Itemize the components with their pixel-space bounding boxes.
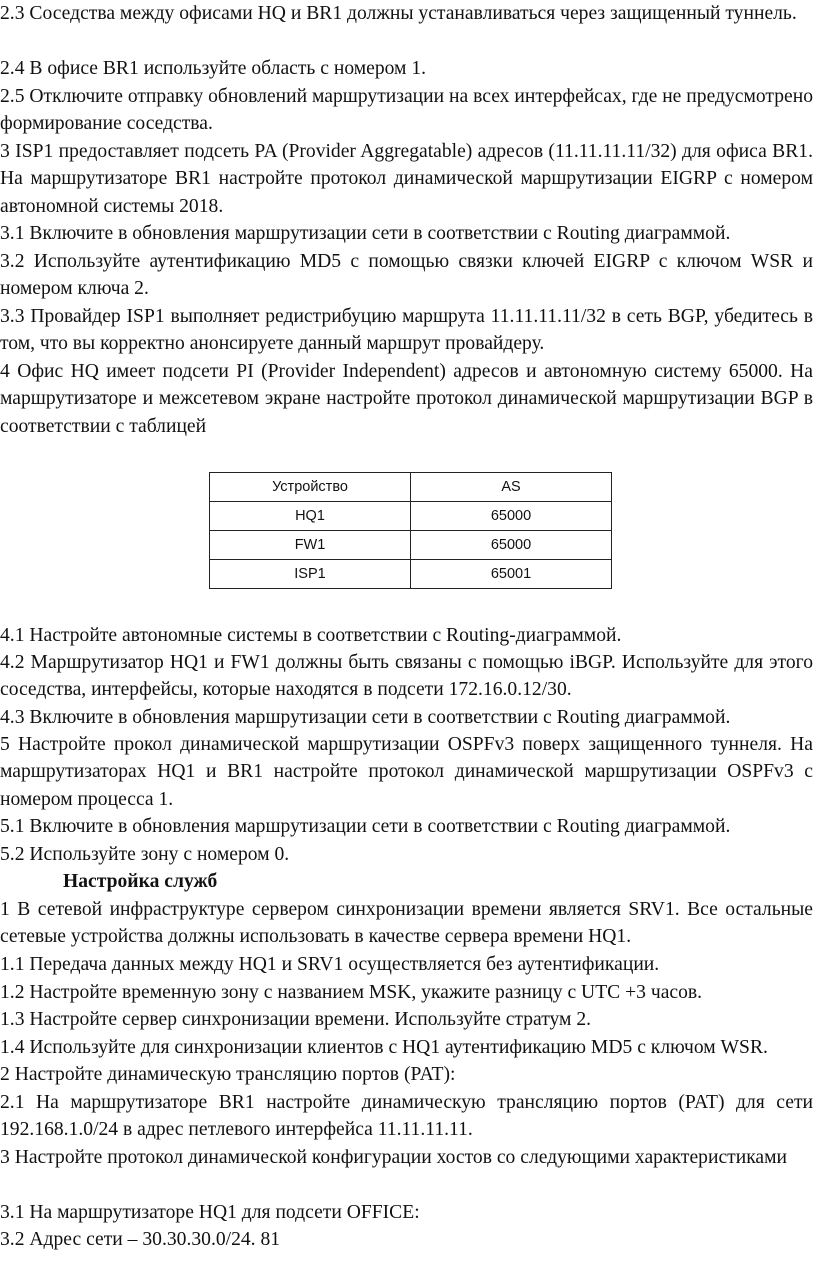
paragraph-4-2: 4.2 Маршрутизатор HQ1 и FW1 должны быть связаны с помощью iBGP. Используйте для этого соседства, интерфейсы, которые находятся в подсети 172.16.0.12/30.: [0, 652, 813, 701]
paragraph-5: 5 Настройте прокол динамической маршрутизации OSPFv3 поверх защищенного туннеля. На маршрутизаторах HQ1 и BR1 настройте протокол динамической маршрутизации OSPFv3 с номером процесса 1.: [0, 734, 813, 810]
table-header-row: [210, 473, 612, 502]
paragraph-4: 4 Офис HQ имеет подсети PI (Provider Independent) адресов и автономную систему 65000. На маршрутизаторе и межсетевом экране настройте протокол динамической маршрутизации BGP в соответствии с таблицей: [0, 361, 813, 437]
paragraph-services-1-2: 1.2 Настройте временную зону с названием MSK, укажите разницу с UTC +3 часов.: [0, 982, 703, 1003]
section-heading: Настройка служб: [63, 871, 218, 892]
table-cell: 65001: [411, 560, 612, 589]
table-header-cell: Устройство: [210, 473, 411, 502]
paragraph-2-4: 2.4 В офисе BR1 используйте область с номером 1.: [0, 58, 427, 79]
table-header-cell: AS: [411, 473, 612, 502]
paragraph-2-3: 2.3 Соседства между офисами HQ и BR1 должны устанавливаться через защищенный туннель.: [0, 3, 797, 24]
paragraph-services-2: 2 Настройте динамическую трансляцию портов (PAT):: [0, 1064, 456, 1085]
paragraph-services-2-1: 2.1 На маршрутизаторе BR1 настройте динамическую трансляцию портов (PAT) для сети 192.168.1.0/24 в адрес петлевого интерфейса 11.11.11.11.: [0, 1092, 813, 1141]
paragraph-services-3-1: 3.1 На маршрутизаторе HQ1 для подсети OFFICE:: [0, 1202, 420, 1223]
paragraph-5-1: 5.1 Включите в обновления маршрутизации сети в соответствии с Routing диаграммой.: [0, 816, 731, 837]
paragraph-services-1-3: 1.3 Настройте сервер синхронизации времени. Используйте стратум 2.: [0, 1009, 592, 1030]
paragraph-5-2: 5.2 Используйте зону с номером 0.: [0, 844, 290, 865]
table-cell: 65000: [411, 531, 612, 560]
paragraph-3-2: 3.2 Используйте аутентификацию MD5 с помощью связки ключей EIGRP с ключом WSR и номером ключа 2.: [0, 251, 813, 300]
paragraph-3: 3 ISP1 предоставляет подсеть PA (Provider Aggregatable) адресов (11.11.11.11/32) для офиса BR1. На маршрутизаторе BR1 настройте протокол динамической маршрутизации EIGRP с номером автономной системы 2018.: [0, 141, 813, 217]
table-row: [210, 560, 612, 589]
paragraph-3-1: 3.1 Включите в обновления маршрутизации сети в соответствии с Routing диаграммой.: [0, 223, 731, 244]
paragraph-4-3: 4.3 Включите в обновления маршрутизации сети в соответствии с Routing диаграммой.: [0, 707, 731, 728]
table-row: [210, 531, 612, 560]
table-cell: FW1: [210, 531, 411, 560]
paragraph-services-3: 3 Настройте протокол динамической конфигурации хостов со следующими характеристиками: [0, 1147, 788, 1168]
paragraph-services-1-1: 1.1 Передача данных между HQ1 и SRV1 осуществляется без аутентификации.: [0, 954, 660, 975]
table-cell: 65000: [411, 502, 612, 531]
paragraph-services-1: 1 В сетевой инфраструктуре сервером синхронизации времени является SRV1. Все остальные сетевые устройства должны использовать в качестве сервера времени HQ1.: [0, 899, 813, 948]
table-cell: HQ1: [210, 502, 411, 531]
paragraph-2-5: 2.5 Отключите отправку обновлений маршрутизации на всех интерфейсах, где не предусмотрено формирование соседства.: [0, 86, 813, 135]
table-row: [210, 502, 612, 531]
paragraph-services-1-4: 1.4 Используйте для синхронизации клиентов с HQ1 аутентификацию MD5 с ключом WSR.: [0, 1037, 768, 1058]
paragraph-services-3-2: 3.2 Адрес сети – 30.30.30.0/24. 81: [0, 1229, 281, 1250]
table-cell: ISP1: [210, 560, 411, 589]
paragraph-3-3: 3.3 Провайдер ISP1 выполняет редистрибуцию маршрута 11.11.11.11/32 в сеть BGP, убедитесь в том, что вы корректно анонсируете данный маршрут провайдеру.: [0, 306, 813, 355]
paragraph-4-1: 4.1 Настройте автономные системы в соответствии с Routing-диаграммой.: [0, 625, 622, 646]
as-table: [209, 472, 612, 589]
